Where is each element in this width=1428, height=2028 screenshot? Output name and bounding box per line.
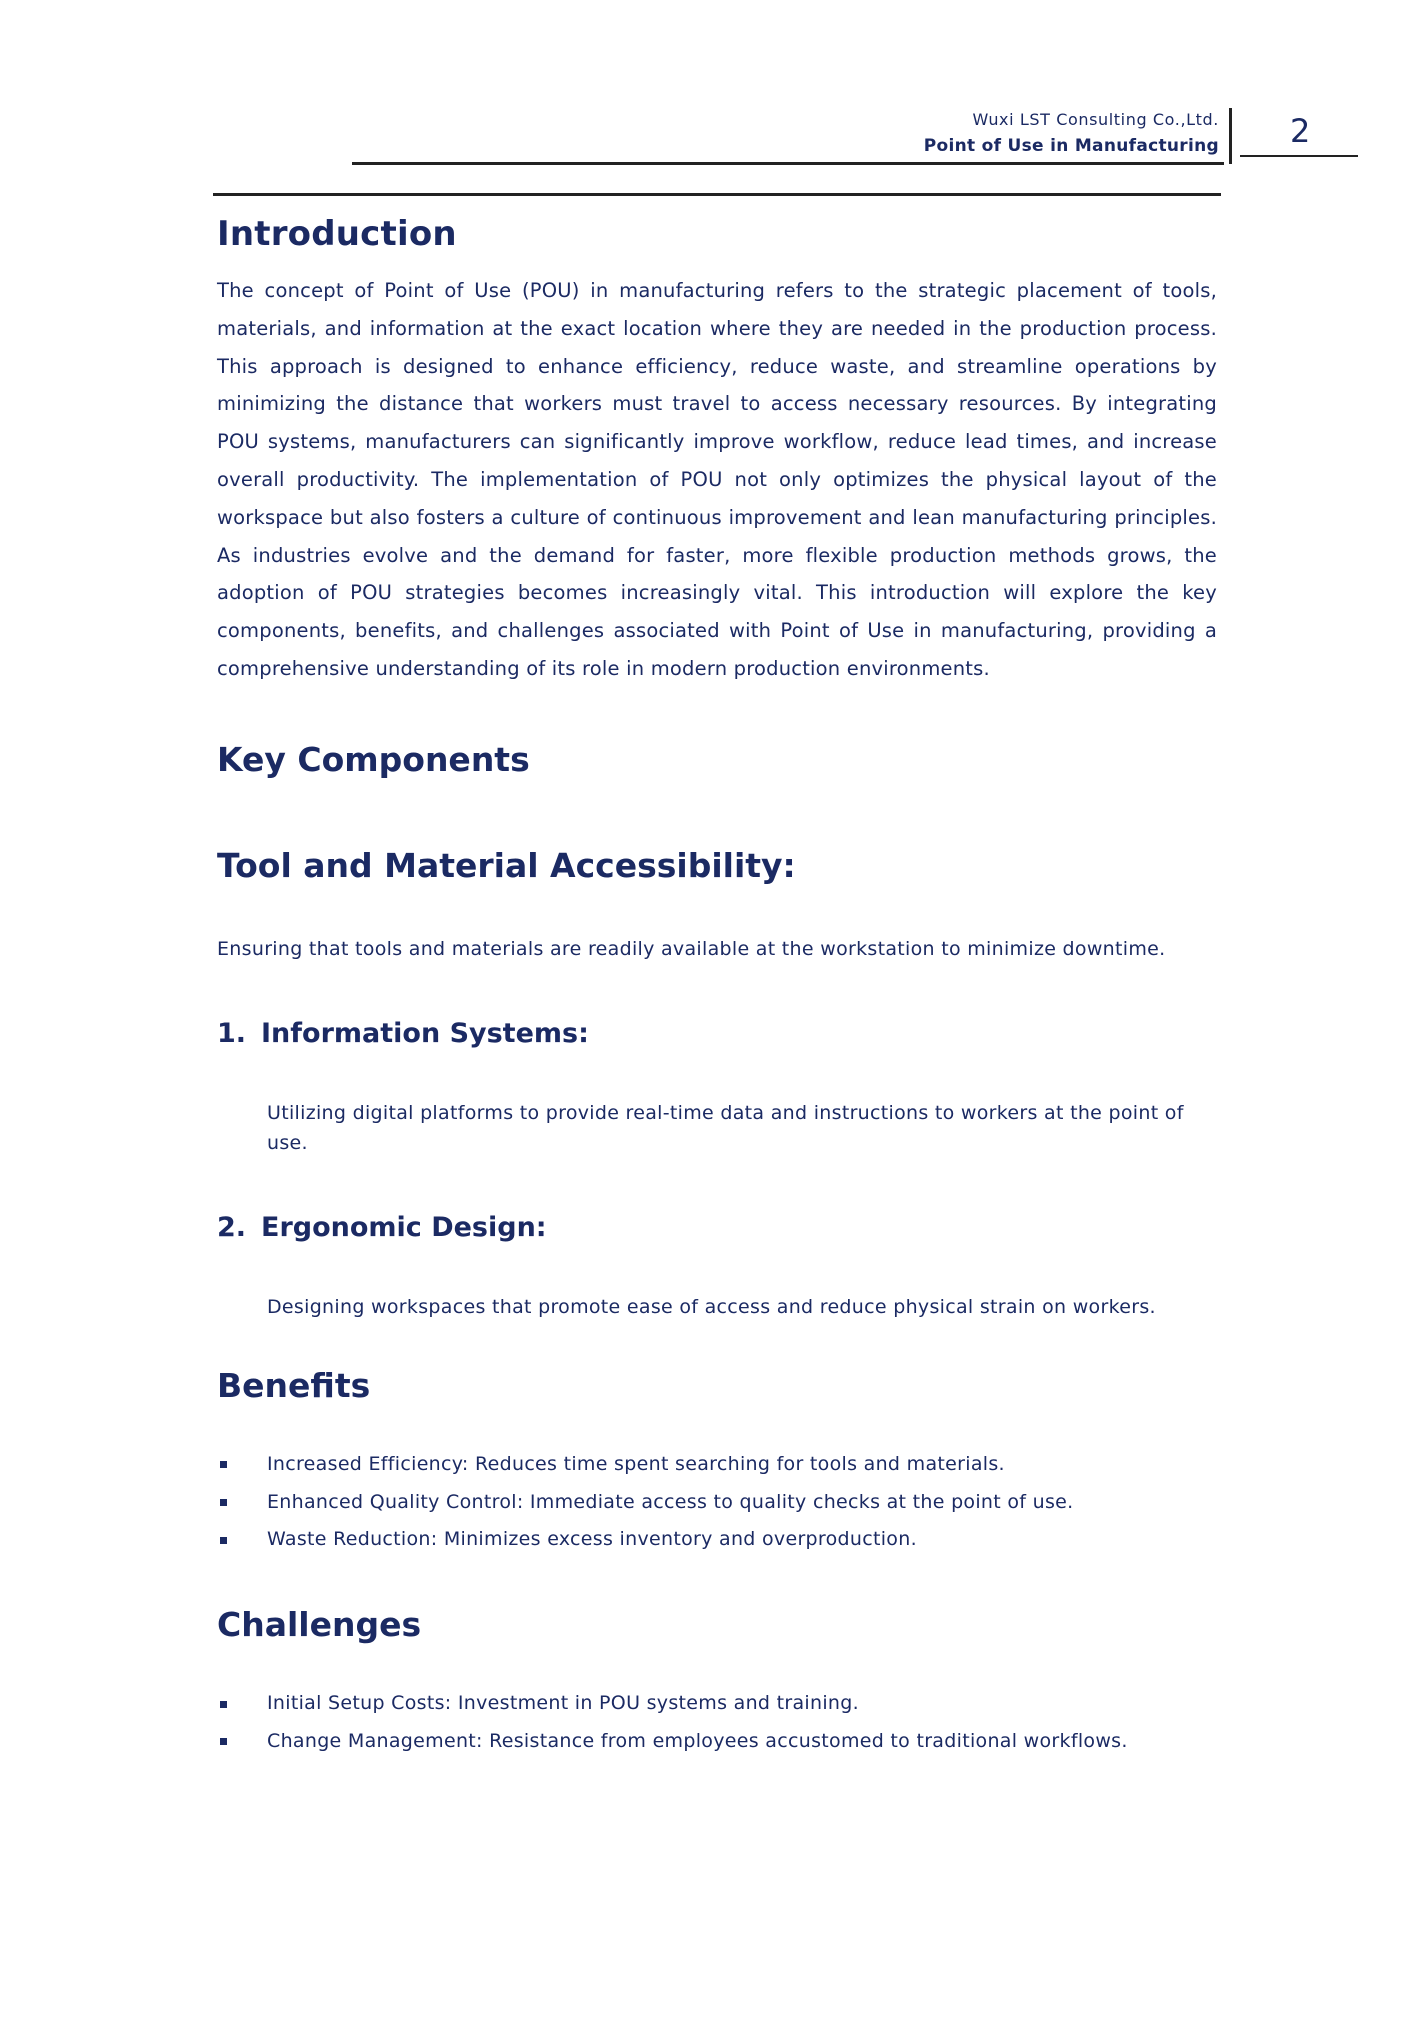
bullet-square-icon: [220, 1537, 227, 1544]
key-components-heading: Key Components: [217, 739, 530, 779]
challenges-list: [217, 1685, 1217, 1761]
document-body: [217, 210, 1217, 1761]
list-item: [217, 1484, 1217, 1522]
list-number: 1.: [217, 1017, 247, 1049]
information-systems-text: Utilizing digital platforms to provide real-time data and instructions to workers at the point of use.: [267, 1101, 1184, 1154]
list-item-text: Change Management: Resistance from employees accustomed to traditional workflows.: [267, 1729, 1128, 1752]
ergonomic-design-heading: [217, 1208, 1217, 1248]
header-rule: [213, 193, 1221, 196]
challenges-heading: Challenges: [217, 1605, 422, 1645]
introduction-paragraph: The concept of Point of Use (POU) in manufacturing refers to the strategic placement of tools, materials, and information at the exact location where they are needed in the production process. This approach is designed to enhance efficiency, reduce waste, and streamline operations by minimizing the distance that workers must travel to access necessary resources. By integrating POU systems, manufacturers can significantly improve workflow, reduce lead times, and increase overall productivity. The implementation of POU not only optimizes the physical layout of the workspace but also fosters a culture of continuous improvement and lean manufacturing principles. As industries evolve and the demand for faster, more flexible production methods grows, the adoption of POU strategies becomes increasingly vital. This introduction will explore the key components, benefits, and challenges associated with Point of Use in manufacturing, providing a comprehensive understanding of its role in modern production environments.: [217, 279, 1217, 680]
introduction-heading: Introduction: [217, 214, 457, 254]
benefits-list: [217, 1446, 1217, 1559]
list-item: [217, 1521, 1217, 1559]
page-number: 2: [1290, 112, 1311, 150]
ergonomic-design-text: Designing workspaces that promote ease of access and reduce physical strain on workers.: [267, 1295, 1156, 1318]
bullet-square-icon: [220, 1499, 227, 1506]
page-number-underline: [1240, 155, 1358, 157]
list-item-text: Initial Setup Costs: Investment in POU systems and training.: [267, 1692, 859, 1715]
list-item: [217, 1685, 1217, 1723]
header-company-name: Wuxi LST Consulting Co.,Ltd.: [972, 110, 1219, 129]
header-underline: [352, 162, 1224, 165]
header-divider: [1229, 108, 1232, 164]
tool-material-text: Ensuring that tools and materials are readily available at the workstation to minimize downtime.: [217, 937, 1166, 960]
bullet-square-icon: [220, 1461, 227, 1468]
header-document-title: Point of Use in Manufacturing: [923, 136, 1219, 156]
information-systems-title: Information Systems:: [261, 1017, 589, 1049]
tool-material-heading: Tool and Material Accessibility:: [217, 845, 796, 885]
list-item-text: Enhanced Quality Control: Immediate access to quality checks at the point of use.: [267, 1490, 1074, 1513]
bullet-square-icon: [220, 1701, 227, 1708]
ergonomic-design-title: Ergonomic Design:: [261, 1211, 547, 1243]
list-item-text: Waste Reduction: Minimizes excess inventory and overproduction.: [267, 1528, 917, 1551]
bullet-square-icon: [220, 1738, 227, 1745]
list-item: [217, 1446, 1217, 1484]
benefits-heading: Benefits: [217, 1365, 371, 1405]
information-systems-heading: [217, 1014, 1217, 1054]
list-number: 2.: [217, 1211, 247, 1243]
list-item: [217, 1723, 1217, 1761]
list-item-text: Increased Efficiency: Reduces time spent searching for tools and materials.: [267, 1452, 1005, 1475]
